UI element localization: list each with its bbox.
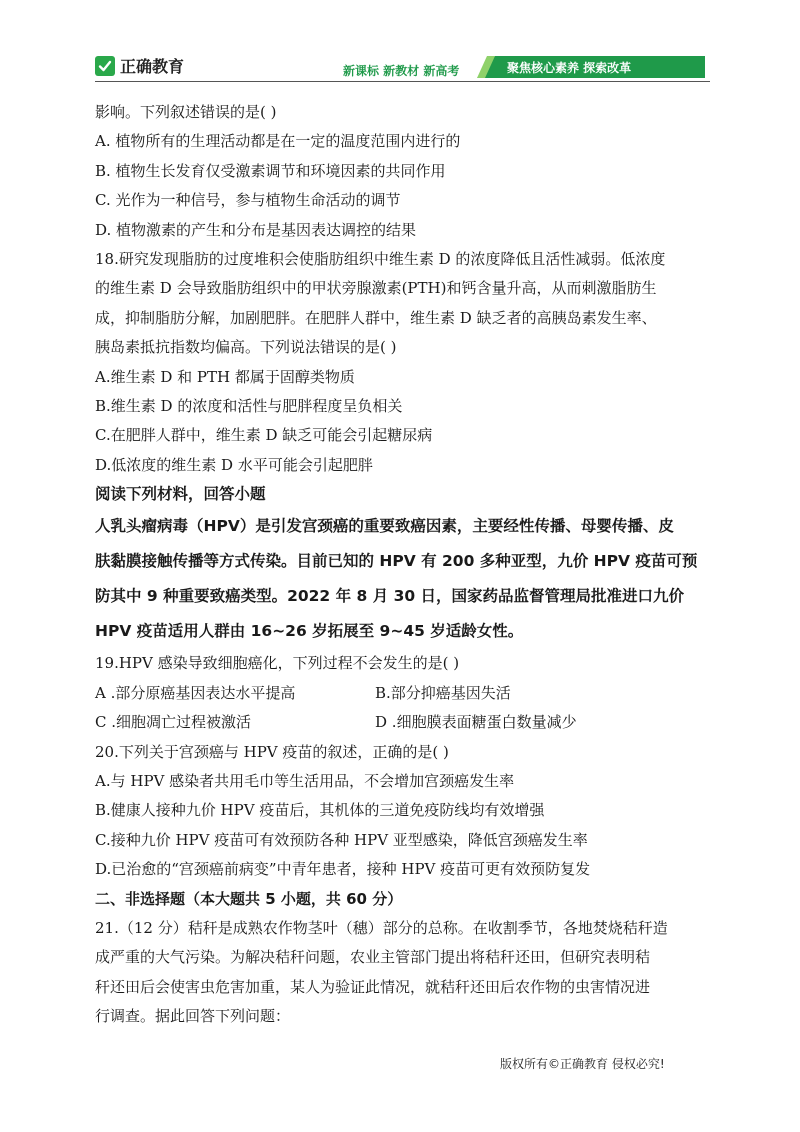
q18-option-a: A.维生素 D 和 PTH 都属于固醇类物质 [95, 367, 355, 386]
q19-option-d: D .细胞膜表面糖蛋白数量减少 [375, 713, 577, 732]
q18-stem-line: 的维生素 D 会导致脂肪组织中的甲状旁腺激素(PTH)和钙含量升高，从而刺激脂肪生 [95, 279, 657, 298]
q19-option-a: A .部分原癌基因表达水平提高 [95, 683, 296, 702]
q18-stem-line: 成，抑制脂肪分解，加剧肥胖。在肥胖人群中，维生素 D 缺乏者的高胰岛素发生率、 [95, 308, 657, 327]
material-block [95, 509, 710, 649]
check-icon [95, 56, 115, 76]
header-rule [95, 81, 710, 82]
q20-option-c: C.接种九价 HPV 疫苗可有效预防各种 HPV 亚型感染，降低宫颈癌发生率 [95, 830, 588, 849]
material-heading: 阅读下列材料，回答小题 [95, 485, 266, 504]
q21-line: 行调查。据此回答下列问题： [95, 1007, 291, 1026]
page-header [95, 50, 710, 82]
q21-line: 秆还田后会使害虫危害加重，某人为验证此情况，就秸秆还田后农作物的虫害情况进 [95, 977, 651, 996]
q21-line: 成严重的大气污染。为解决秸秆问题，农业主管部门提出将秸秆还田，但研究表明秸 [95, 948, 651, 967]
q18-option-c: C.在肥胖人群中，维生素 D 缺乏可能会引起糖尿病 [95, 426, 433, 445]
q18-option-d: D.低浓度的维生素 D 水平可能会引起肥胖 [95, 455, 373, 474]
q17-option-a: A. 植物所有的生理活动都是在一定的温度范围内进行的 [95, 132, 461, 151]
q20-option-b: B.健康人接种九价 HPV 疫苗后，其机体的三道免疫防线均有效增强 [95, 801, 545, 820]
slogan-left: 新课标 新教材 新高考 [343, 64, 460, 78]
material-line: 防其中 9 种重要致癌类型。2022 年 8 月 30 日，国家药品监督管理局批准进口九价 [95, 587, 685, 606]
slogan-right: 聚焦核心素养 探索改革 [507, 61, 632, 75]
q17-option-d: D. 植物激素的产生和分布是基因表达调控的结果 [95, 220, 417, 239]
slogan-banner [477, 56, 705, 78]
q19-options-row-2 [95, 708, 710, 737]
q17-option-b: B. 植物生长发育仅受激素调节和环境因素的共同作用 [95, 161, 446, 180]
q21-line: 21.（12 分）秸秆是成熟农作物茎叶（穗）部分的总称。在收割季节，各地焚烧秸秆造 [95, 918, 668, 937]
material-line: 肤黏膜接触传播等方式传染。目前已知的 HPV 有 200 多种亚型，九价 HPV 疫苗可预 [95, 552, 698, 571]
q19-option-c: C .细胞凋亡过程被激活 [95, 713, 252, 732]
q20-stem: 20.下列关于宫颈癌与 HPV 疫苗的叙述，正确的是( ) [95, 742, 449, 761]
material-line: HPV 疫苗适用人群由 16~26 岁拓展至 9~45 岁适龄女性。 [95, 622, 524, 641]
material-line: 人乳头瘤病毒（HPV）是引发宫颈癌的重要致癌因素，主要经性传播、母婴传播、皮 [95, 517, 674, 536]
q19-options-row-1 [95, 679, 710, 708]
brand-name: 正确教育 [120, 57, 185, 76]
copyright-footer: 版权所有©正确教育 侵权必究! [500, 1057, 665, 1071]
q19-stem: 19.HPV 感染导致细胞癌化，下列过程不会发生的是( ) [95, 654, 460, 673]
q18-stem-line: 18.研究发现脂肪的过度堆积会使脂肪组织中维生素 D 的浓度降低且活性减弱。低浓度 [95, 249, 666, 268]
q18-stem-line: 胰岛素抵抗指数均偏高。下列说法错误的是( ) [95, 338, 397, 357]
section-heading: 二、非选择题（本大题共 5 小题，共 60 分） [95, 889, 403, 908]
q20-option-a: A.与 HPV 感染者共用毛巾等生活用品，不会增加宫颈癌发生率 [95, 772, 515, 791]
q17-option-c: C. 光作为一种信号，参与植物生命活动的调节 [95, 191, 401, 210]
page-content [95, 98, 710, 1032]
brand-logo [95, 54, 184, 77]
q17-stem-end: 影响。下列叙述错误的是( ) [95, 103, 277, 121]
q20-option-d: D.已治愈的“宫颈癌前病变”中青年患者，接种 HPV 疫苗可更有效预防复发 [95, 860, 591, 879]
q19-option-b: B.部分抑癌基因失活 [375, 683, 511, 702]
q18-option-b: B.维生素 D 的浓度和活性与肥胖程度呈负相关 [95, 396, 403, 415]
